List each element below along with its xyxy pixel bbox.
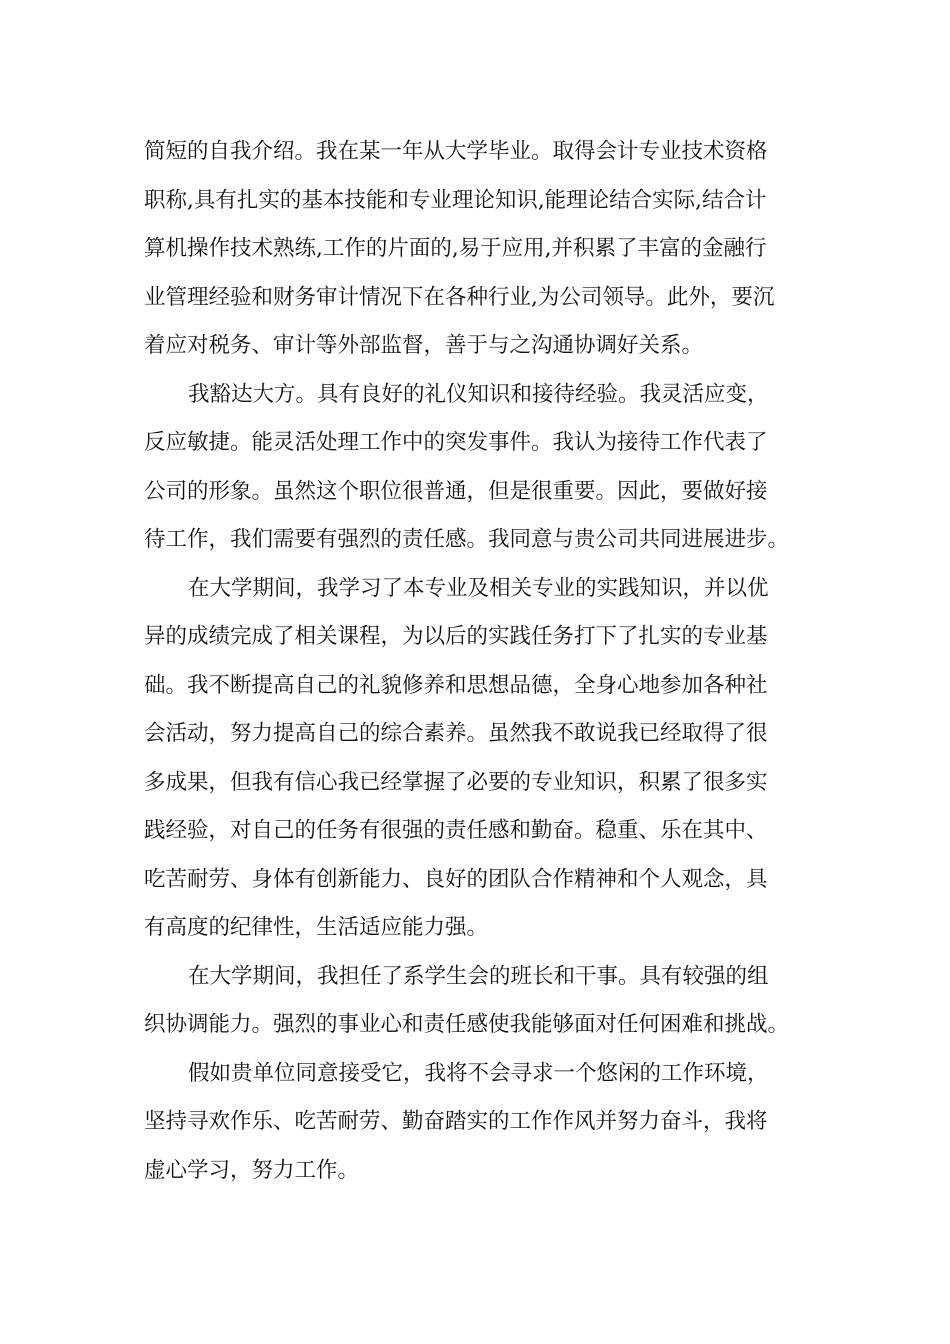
text-line: 有高度的纪律性，生活适应能力强。 (144, 915, 489, 940)
text-line: 异的成绩完成了相关课程，为以后的实践任务打下了扎实的专业基 (144, 624, 768, 649)
text-line: 待工作，我们需要有强烈的责任感。我同意与贵公司共同进展进步。 (144, 527, 790, 552)
text-line: 在大学期间，我学习了本专业及相关专业的实践知识，并以优 (188, 575, 769, 601)
paragraph-university-study (144, 565, 808, 953)
text-line: 虚心学习，努力工作。 (144, 1157, 360, 1183)
text-line: 职称,具有扎实的基本技能和专业理论知识,能理论结合实际,结合计 (144, 187, 767, 213)
text-line: 础。我不断提高自己的礼貌修养和思想品德，全身心地参加各种社 (144, 672, 768, 698)
text-line: 算机操作技术熟练,工作的片面的,易于应用,并积累了丰富的金融行 (144, 236, 767, 261)
text-line: 吃苦耐劳、身体有创新能力、良好的团队合作精神和个人观念，具 (144, 866, 768, 892)
text-line: 会活动，努力提高自己的综合素养。虽然我不敢说我已经取得了很 (144, 721, 768, 746)
text-line: 假如贵单位同意接受它，我将不会寻求一个悠闲的工作环境， (188, 1060, 769, 1086)
text-line: 我豁达大方。具有良好的礼仪知识和接待经验。我灵活应变， (188, 381, 769, 407)
text-line: 在大学期间，我担任了系学生会的班长和干事。具有较强的组 (188, 963, 769, 989)
text-line: 多成果，但我有信心我已经掌握了必要的专业知识，积累了很多实 (144, 769, 768, 795)
paragraph-etiquette (144, 371, 808, 565)
text-line: 业管理经验和财务审计情况下在各种行业,为公司领导。此外，要沉 (144, 284, 775, 310)
paragraph-student-union (144, 953, 808, 1050)
text-line: 织协调能力。强烈的事业心和责任感使我能够面对任何困难和挑战。 (144, 1012, 790, 1037)
text-line: 简短的自我介绍。我在某一年从大学毕业。取得会计专业技术资格 (144, 139, 768, 164)
document-body (144, 128, 808, 1195)
text-line: 公司的形象。虽然这个职位很普通，但是很重要。因此，要做好接 (144, 478, 768, 504)
text-line: 坚持寻欢作乐、吃苦耐劳、勤奋踏实的工作作风并努力奋斗，我将 (144, 1109, 768, 1134)
text-line: 着应对税务、审计等外部监督，善于与之沟通协调好关系。 (144, 333, 704, 358)
text-line: 践经验，对自己的任务有很强的责任感和勤奋。稳重、乐在其中、 (144, 818, 768, 843)
paragraph-intro (144, 128, 808, 371)
paragraph-closing (144, 1050, 808, 1196)
text-line: 反应敏捷。能灵活处理工作中的突发事件。我认为接待工作代表了 (144, 430, 768, 455)
